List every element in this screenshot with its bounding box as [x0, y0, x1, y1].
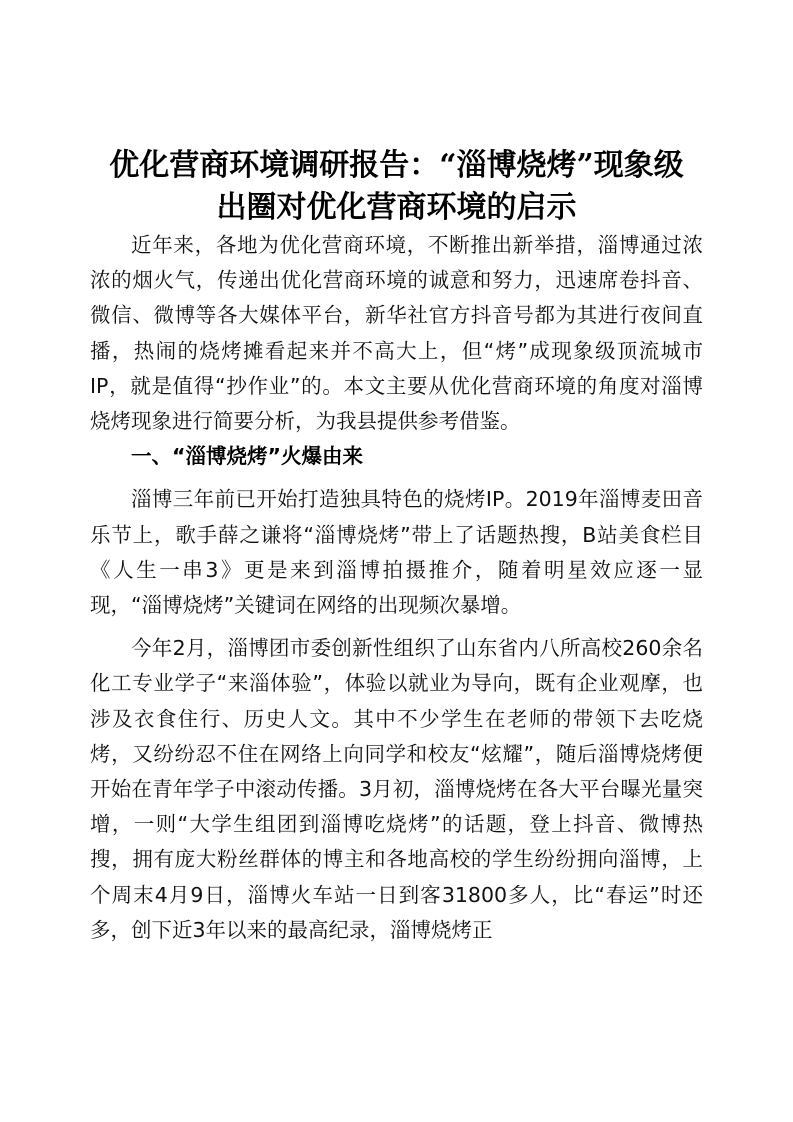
paragraph-origin: 淄博三年前已开始打造独具特色的烧烤IP。2019年淄博麦田音乐节上，歌手薛之谦将“淄博烧烤”带上了话题热搜，B站美食栏目《人生一串3》更是来到淄博拍摄推介，随着明星效应逐一显现，“淄博烧烤”关键词在网络的出现频次暴增。 [90, 487, 703, 618]
document-title [90, 145, 703, 229]
title-line-1: 优化营商环境调研报告：“淄博烧烤”现象级 [109, 148, 684, 183]
section-heading-1: 一、“淄博烧烤”火爆由来 [131, 444, 363, 469]
title-line-2: 出圈对优化营商环境的启示 [216, 190, 577, 225]
paragraph-february: 今年2月，淄博团市委创新性组织了山东省内八所高校260余名化工专业学子“来淄体验”，体验以就业为导向，既有企业观摩，也涉及衣食住行、历史人文。其中不少学生在老师的带领下去吃烧烤，又纷纷忍不住在网络上向同学和校友“炫耀”，随后淄博烧烤便开始在青年学子中滚动传播。3月初，淄博烧烤在各大平台曝光量突增，一则“大学生组团到淄博吃烧烤”的话题，登上抖音、微博热搜，拥有庞大粉丝群体的博主和各地高校的学生纷纷拥向淄博，上个周末4月9日，淄博火车站一日到客31800多人，比“春运”时还多，创下近3年以来的最高纪录，淄博烧烤正 [90, 636, 703, 942]
paragraph-intro: 近年来，各地为优化营商环境，不断推出新举措，淄博通过浓浓的烟火气，传递出优化营商环境的诚意和努力，迅速席卷抖音、微信、微博等各大媒体平台，新华社官方抖音号都为其进行夜间直播，热闹的烧烤摊看起来并不高大上，但“烤”成现象级顶流城市IP，就是值得“抄作业”的。本文主要从优化营商环境的角度对淄博烧烤现象进行简要分析，为我县提供参考借鉴。 [90, 233, 703, 434]
document-body [90, 228, 703, 948]
